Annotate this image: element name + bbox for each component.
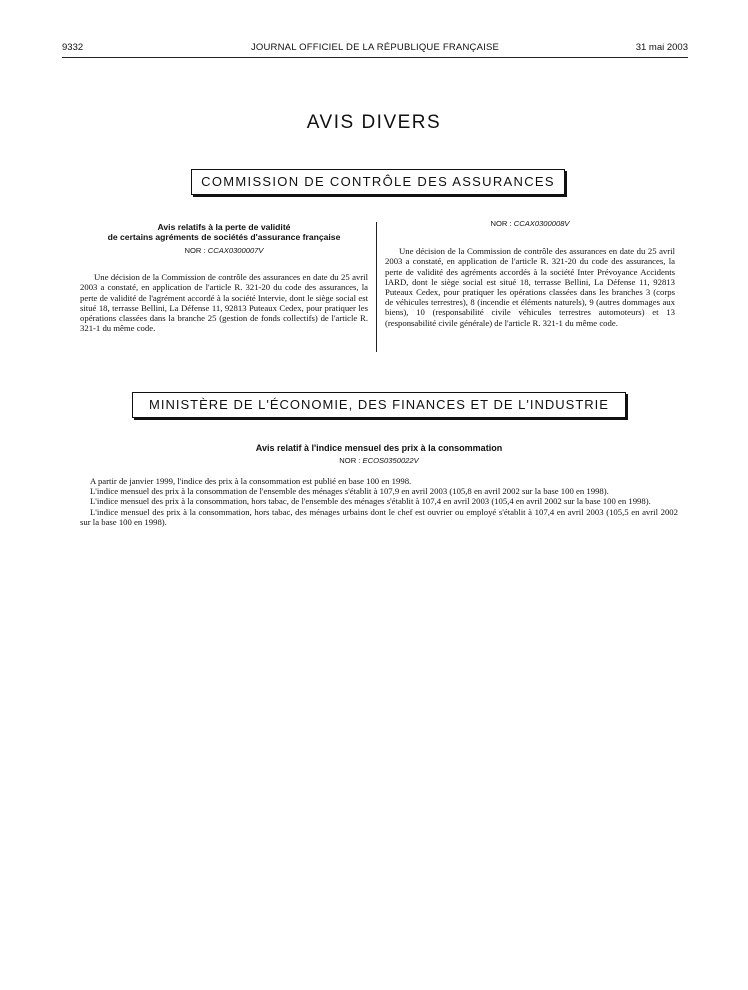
left-nor-label: NOR : <box>184 246 206 255</box>
right-article-body: Une décision de la Commission de contrôle des assurances en date du 25 avril 2003 a constaté, en application de l'article R. 321-20 du code des assurances, la perte de validité des agréments accordés à la société Inter Prévoyance Accidents IARD, dont le siège social est situé 18, terrasse Bellini, La Défense 11, 92813 Puteaux Cedex, pour pratiquer les opérations classées dans les branches 3 (corps de véhicules terrestres), 8 (incendie et éléments naturels), 9 (autres dommages aux biens), 10 (responsabilité civile véhicules terrestres automoteurs) et 13 (responsabilité civile générale) de l'article R. 321-1 du même code. <box>385 246 675 328</box>
column-divider <box>376 222 377 352</box>
journal-title: JOURNAL OFFICIEL DE LA RÉPUBLIQUE FRANÇAISE <box>250 42 500 53</box>
left-nor-code: CCAX0300007V <box>207 246 264 255</box>
section1-left-article <box>80 222 368 333</box>
section2-nor-label: NOR : <box>339 456 361 465</box>
section2-paragraph: A partir de janvier 1999, l'indice des prix à la consommation est publié en base 100 en 1998. <box>90 476 412 486</box>
publication-date: 31 mai 2003 <box>635 42 688 53</box>
section2-paragraph: L'indice mensuel des prix à la consommation de l'ensemble des ménages s'établit à 107,9 en avril 2003 (105,8 en avril 2002 sur la base 100 en 1998). <box>90 486 609 497</box>
page-number: 9332 <box>62 42 84 53</box>
section2-article-title: Avis relatif à l'indice mensuel des prix à la consommation <box>255 443 503 453</box>
section2-article <box>80 443 678 527</box>
right-nor-reference <box>385 219 675 229</box>
section2-paragraph: L'indice mensuel des prix à la consommation, hors tabac, de l'ensemble des ménages s'établit à 107,4 en avril 2003 (105,4 en avril 2002 sur la base 100 en 1998). <box>90 496 651 507</box>
header-rule <box>62 57 688 58</box>
left-article-body: Une décision de la Commission de contrôle des assurances en date du 25 avril 2003 a constaté, en application de l'article R. 321-20 du code des assurances, la perte de validité de l'agrément accordé à la société Intervie, dont le siège social est situé 18, terrasse Bellini, La Défense 11, 92813 Puteaux Cedex, pour pratiquer les opérations classées dans la branche 25 (gestion de fonds collectifs) de l'article R. 321-1 du même code. <box>80 272 368 334</box>
right-nor-code: CCAX0300008V <box>513 219 570 228</box>
section1-right-article <box>385 219 675 328</box>
left-nor-reference <box>80 246 368 256</box>
section2-nor-code: ECOS0350022V <box>362 456 419 465</box>
page-header <box>62 42 688 56</box>
main-title: AVIS DIVERS <box>306 112 442 133</box>
section2-heading: MINISTÈRE DE L'ÉCONOMIE, DES FINANCES ET DE L'INDUSTRIE <box>132 392 626 418</box>
section2-paragraph: L'indice mensuel des prix à la consommation, hors tabac, des ménages urbains dont le chef est ouvrier ou employé s'établit à 107,4 en avril 2003 (105,5 en avril 2002 sur la base 100 en 1998). <box>80 506 678 527</box>
section1-heading: COMMISSION DE CONTRÔLE DES ASSURANCES <box>191 169 565 195</box>
section2-nor-reference <box>80 456 678 465</box>
left-article-title: Avis relatifs à la perte de validité de certains agréments de sociétés d'assurance française <box>107 222 341 242</box>
right-nor-label: NOR : <box>490 219 512 228</box>
